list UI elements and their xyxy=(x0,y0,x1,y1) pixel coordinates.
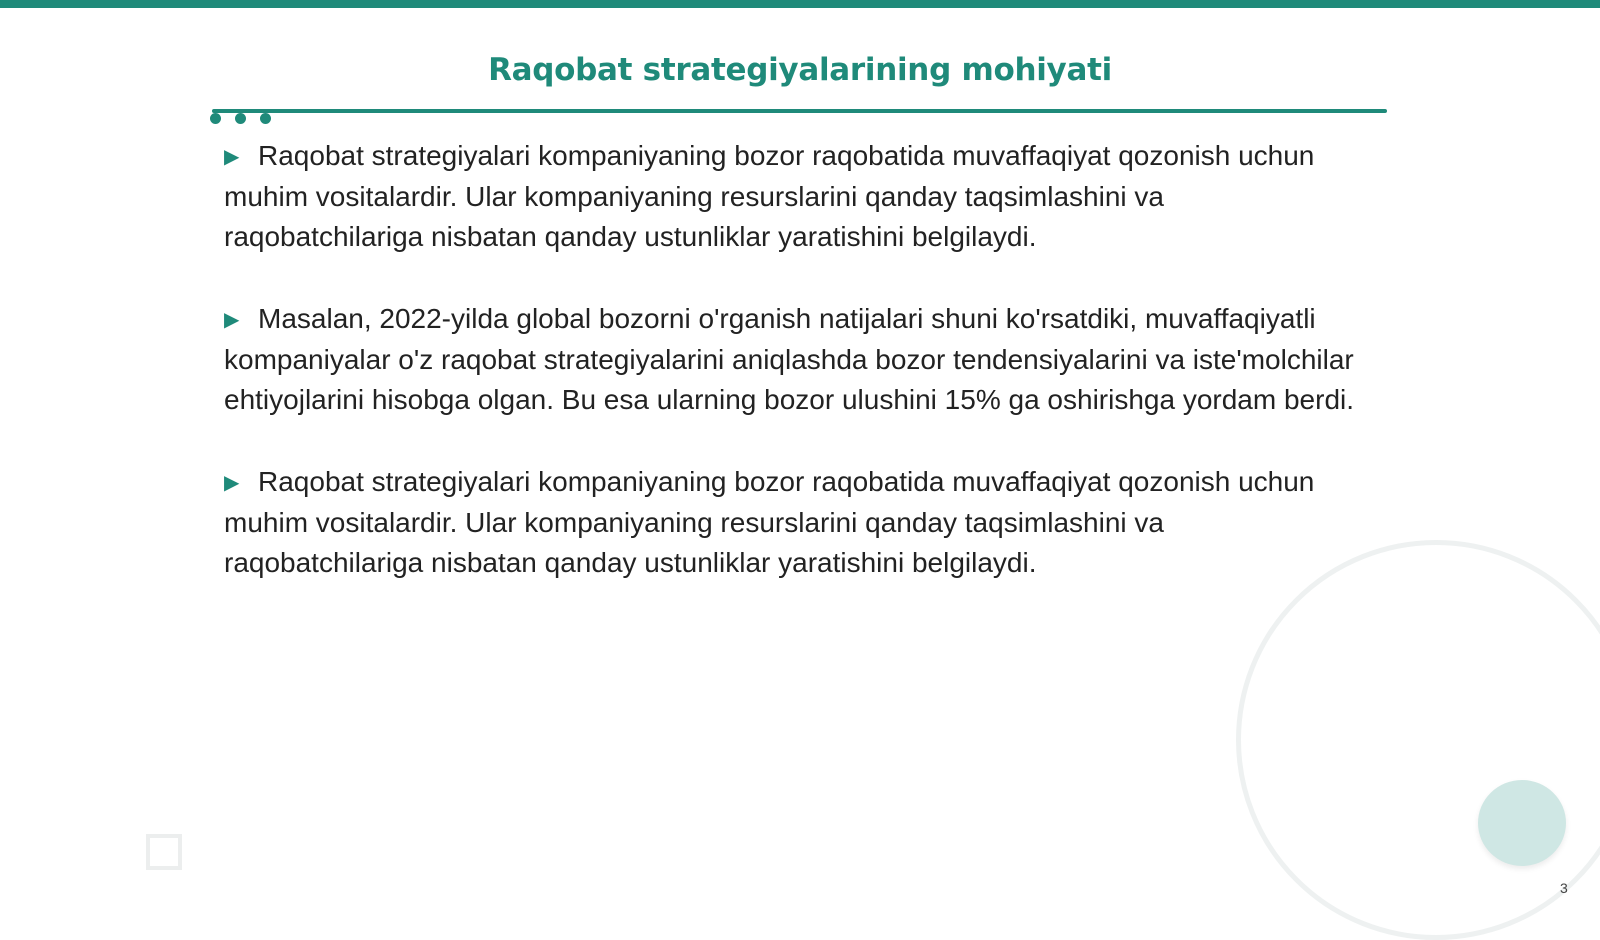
bullet-arrow-icon: ▶ xyxy=(224,309,240,331)
underline-dot-1 xyxy=(210,113,221,124)
slide-body xyxy=(224,136,1364,625)
underline-dot-2 xyxy=(235,113,246,124)
paragraph-3-text: Raqobat strategiyalari kompaniyaning bozor raqobatida muvaffaqiyat qozonish uchun muhim vositalardir. Ular kompaniyaning resurslarini qanday taqsimlashini va raqobatchilariga nisbatan qanday ustunliklar yaratishini belgilaydi. xyxy=(224,466,1315,578)
paragraph-2-text: Masalan, 2022-yilda global bozorni o'rganish natijalari shuni ko'rsatdiki, muvaffaqiyatli kompaniyalar o'z raqobat strategiyalarini aniqlashda bozor tendensiyalarini va iste'molchilar ehtiyojlarini hisobga olgan. Bu esa ularning bozor ulushini 15% ga oshirishga yordam berdi. xyxy=(224,303,1355,415)
title-underline xyxy=(212,109,1387,113)
decorative-circle xyxy=(1478,780,1566,866)
paragraph-3 xyxy=(224,462,1364,583)
paragraph-1 xyxy=(224,136,1364,257)
page-number: 3 xyxy=(1560,880,1568,896)
decorative-square xyxy=(146,834,182,870)
slide-title: Raqobat strategiyalarining mohiyati xyxy=(488,52,1112,88)
paragraph-2 xyxy=(224,299,1364,420)
top-accent-bar xyxy=(0,0,1600,8)
underline-dot-3 xyxy=(260,113,271,124)
paragraph-1-text: Raqobat strategiyalari kompaniyaning bozor raqobatida muvaffaqiyat qozonish uchun muhim vositalardir. Ular kompaniyaning resurslarini qanday taqsimlashini va raqobatchilariga nisbatan qanday ustunliklar yaratishini belgilaydi. xyxy=(224,140,1315,252)
bullet-arrow-icon: ▶ xyxy=(224,146,240,168)
bullet-arrow-icon: ▶ xyxy=(224,472,240,494)
